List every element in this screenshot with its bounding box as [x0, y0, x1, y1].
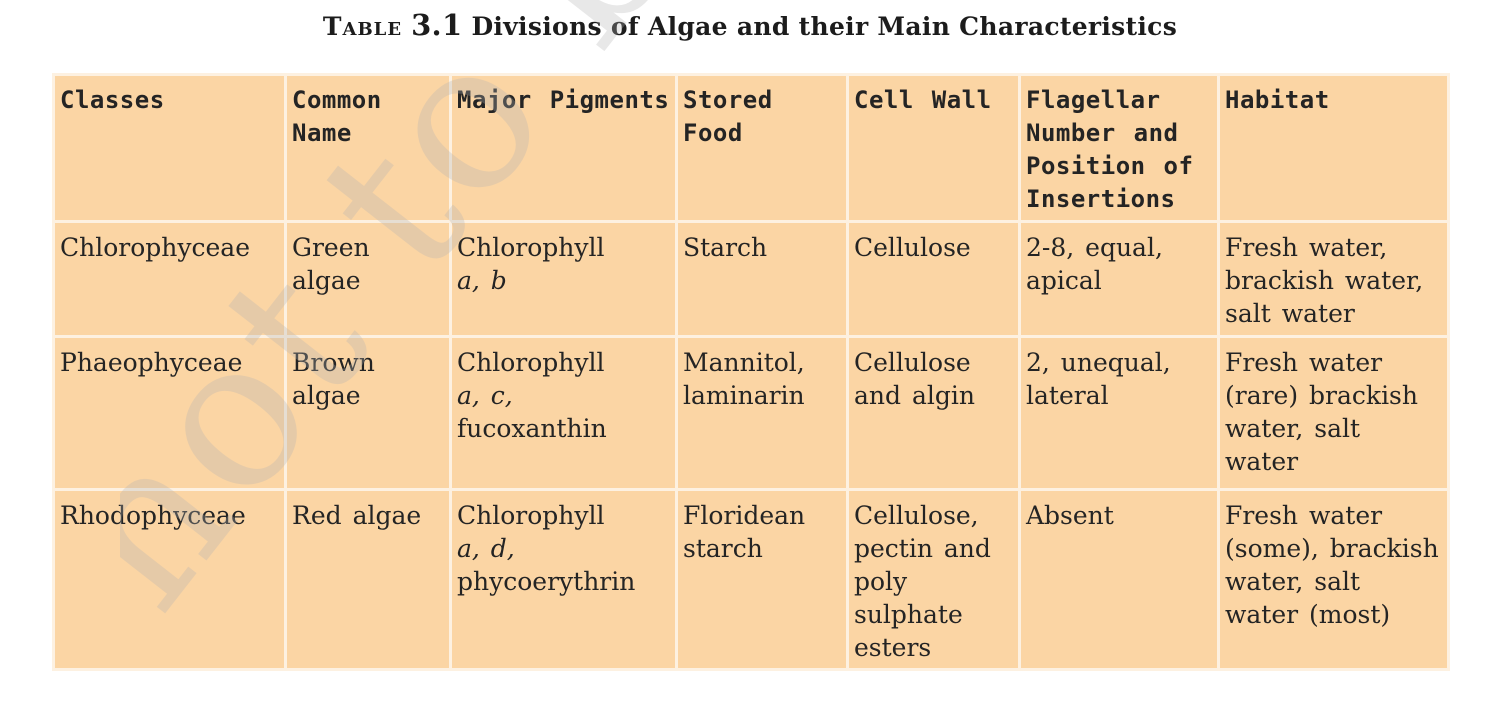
column-header-classes: Classes: [54, 75, 286, 222]
cell-stored-food: Starch: [677, 222, 848, 337]
cell-flagella: Absent: [1020, 490, 1219, 670]
cell-cell-wall: Cellulose and algin: [848, 337, 1020, 490]
table-row: [54, 222, 1449, 337]
pigment-name: Chlorophyll: [457, 348, 605, 377]
table-row: [54, 490, 1449, 670]
cell-common-name: Brown algae: [286, 337, 451, 490]
table-caption: [0, 8, 1500, 42]
algae-divisions-table: [52, 73, 1450, 671]
cell-common-name: Red algae: [286, 490, 451, 670]
pigment-name: Chlorophyll: [457, 233, 605, 262]
cell-class: Phaeophyceae: [54, 337, 286, 490]
cell-major-pigments: [451, 337, 677, 490]
table-row: [54, 337, 1449, 490]
cell-class: Rhodophyceae: [54, 490, 286, 670]
caption-number: 3.1: [411, 8, 463, 42]
cell-cell-wall: Cellulose: [848, 222, 1020, 337]
pigment-extra: fucoxanthin: [457, 414, 607, 443]
column-header-common-name: Common Name: [286, 75, 451, 222]
cell-cell-wall: Cellulose, pectin and poly sulphate esters: [848, 490, 1020, 670]
column-header-stored-food: Stored Food: [677, 75, 848, 222]
cell-stored-food: Floridean starch: [677, 490, 848, 670]
cell-major-pigments: [451, 222, 677, 337]
pigment-letters: a, d,: [457, 534, 515, 563]
cell-class: Chlorophyceae: [54, 222, 286, 337]
column-header-flagellar-number: Flagellar Number and Position of Insertions: [1020, 75, 1219, 222]
cell-common-name: Green algae: [286, 222, 451, 337]
caption-title: Divisions of Algae and their Main Characteristics: [471, 12, 1178, 41]
cell-habitat: Fresh water (rare) brackish water, salt water: [1219, 337, 1449, 490]
cell-stored-food: Mannitol, laminarin: [677, 337, 848, 490]
pigment-letters: a, c,: [457, 381, 513, 410]
cell-habitat: Fresh water (some), brackish water, salt water (most): [1219, 490, 1449, 670]
column-header-habitat: Habitat: [1219, 75, 1449, 222]
pigment-name: Chlorophyll: [457, 501, 605, 530]
cell-flagella: 2-8, equal, apical: [1020, 222, 1219, 337]
caption-label: Table: [322, 12, 403, 41]
pigment-letters: a, b: [457, 266, 507, 295]
column-header-major-pigments: Major Pigments: [451, 75, 677, 222]
table-header-row: [54, 75, 1449, 222]
cell-flagella: 2, unequal, lateral: [1020, 337, 1219, 490]
cell-major-pigments: [451, 490, 677, 670]
cell-habitat: Fresh water, brackish water, salt water: [1219, 222, 1449, 337]
pigment-extra: phycoerythrin: [457, 567, 636, 596]
column-header-cell-wall: Cell Wall: [848, 75, 1020, 222]
